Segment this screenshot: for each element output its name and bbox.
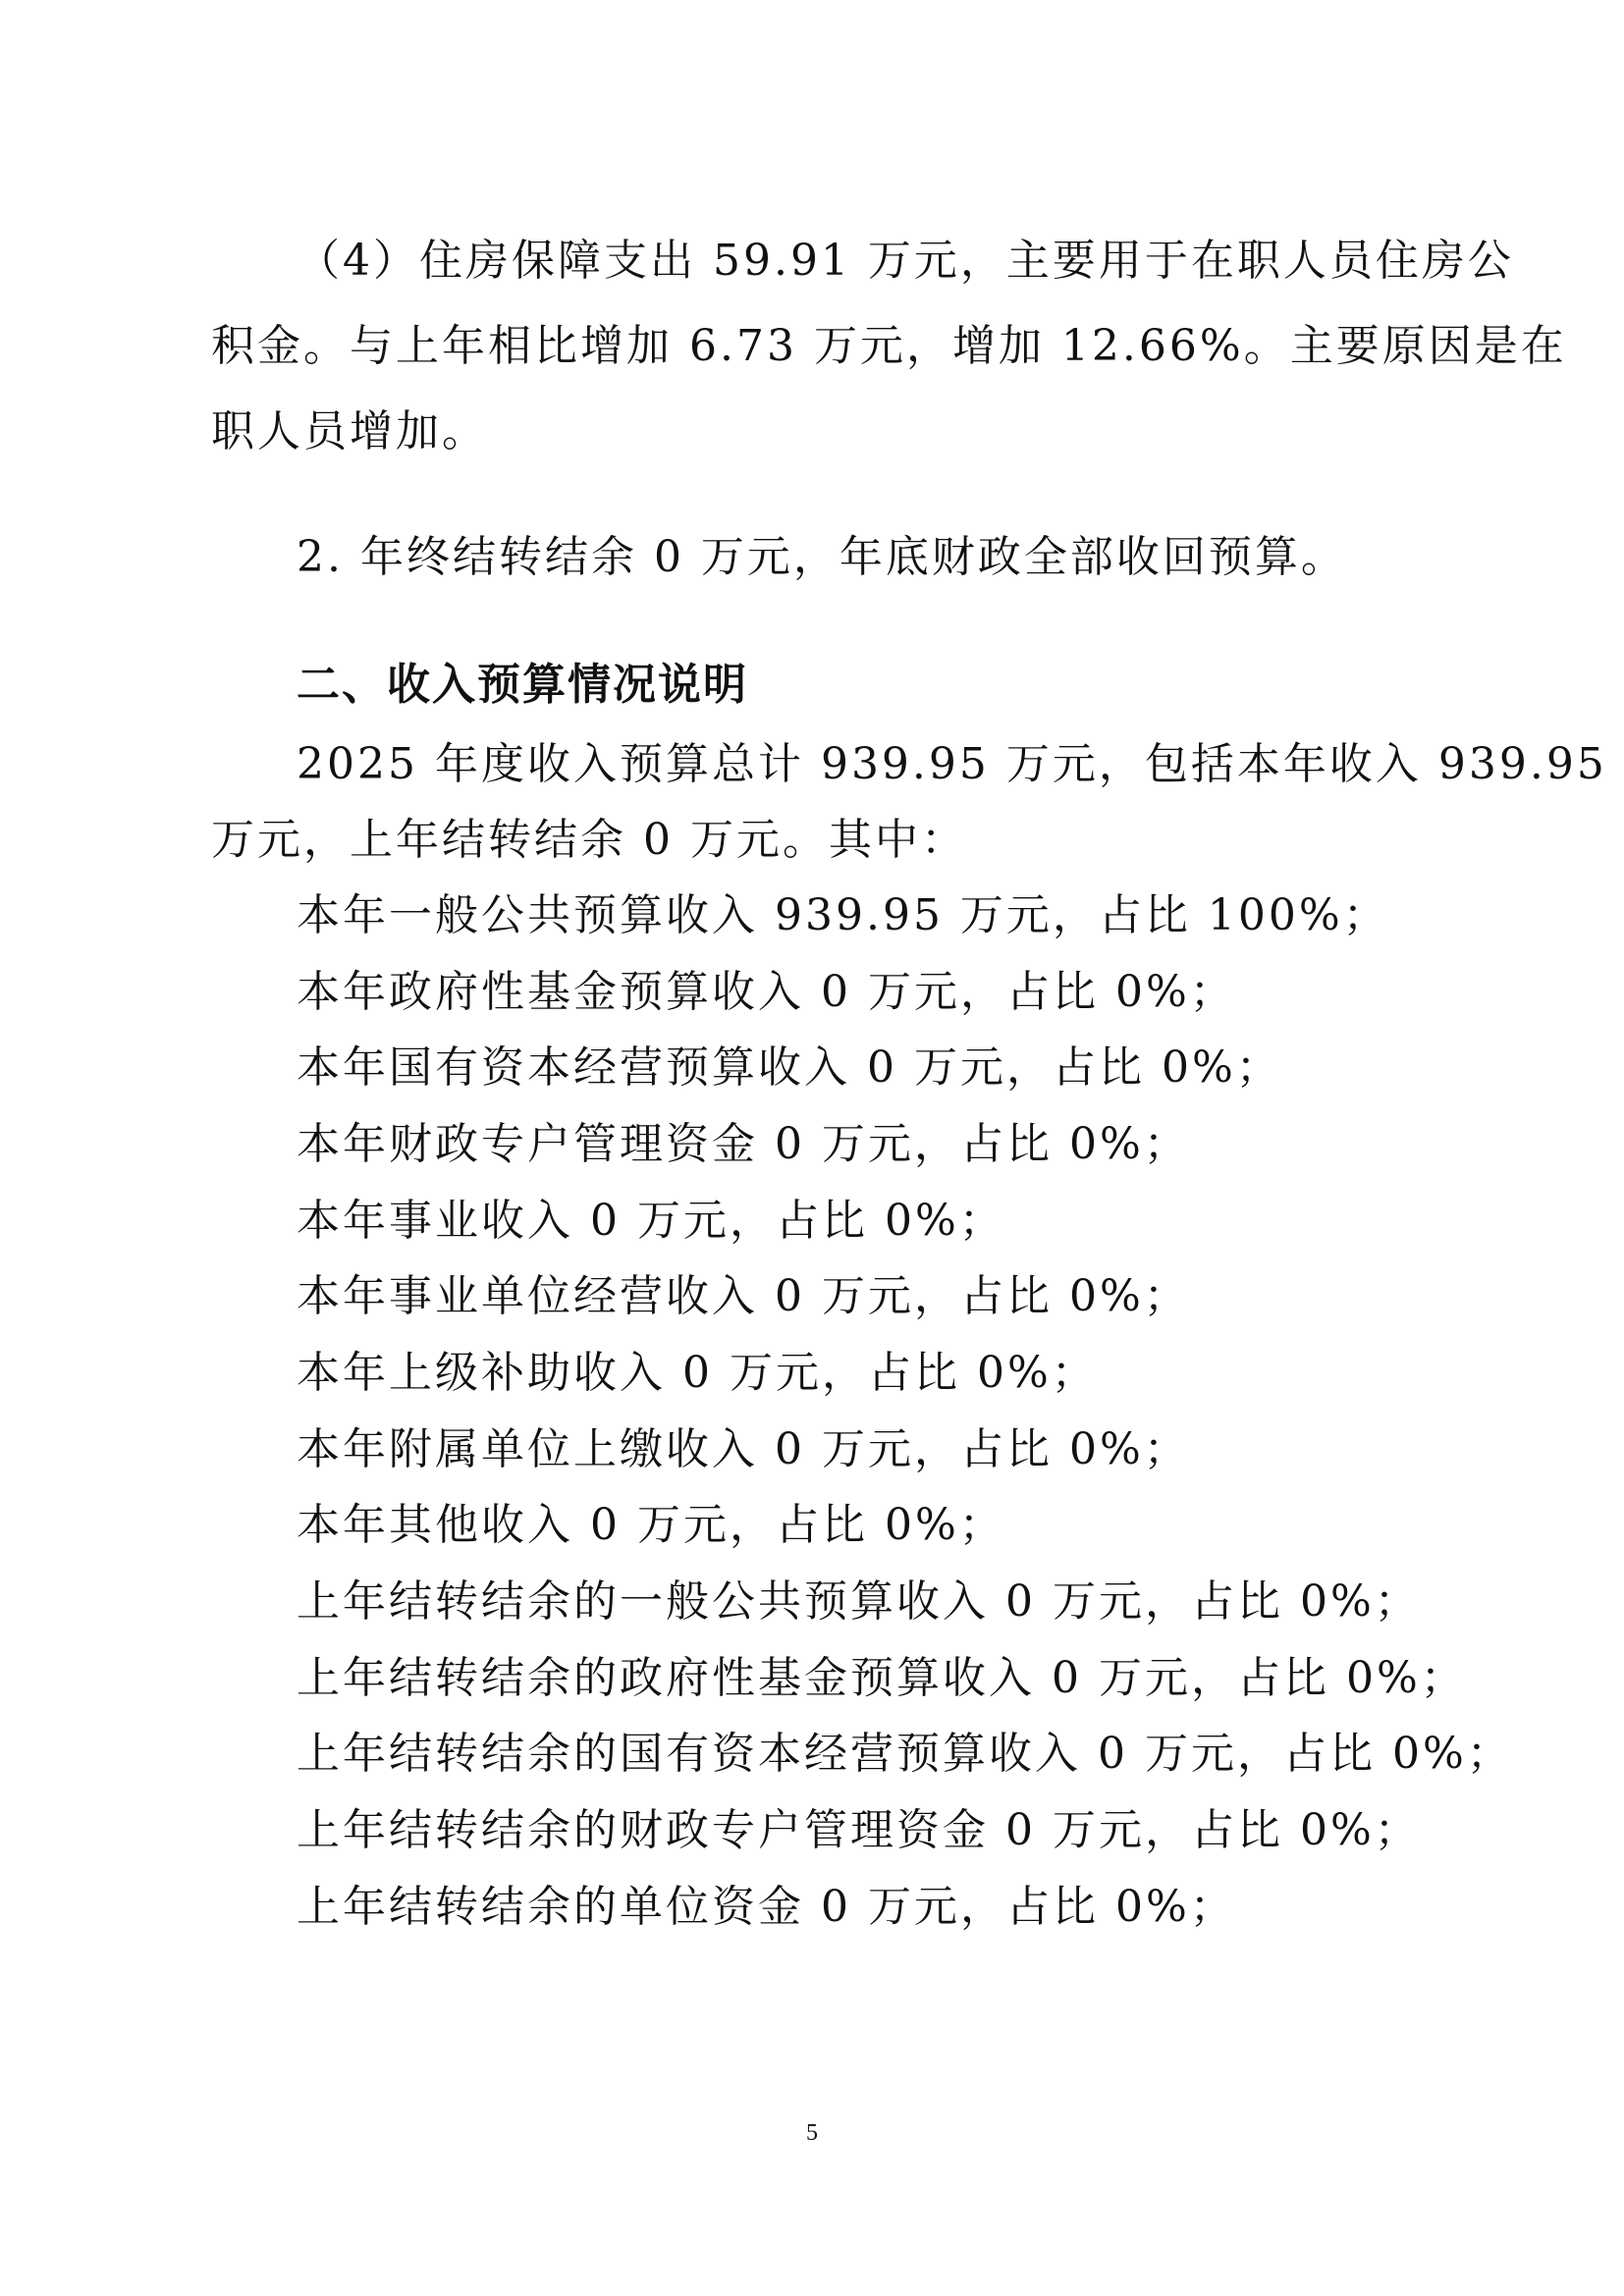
income-item: 本年一般公共预算收入 939.95 万元，占比 100%；: [297, 890, 1389, 940]
income-item: 上年结转结余的财政专户管理资金 0 万元，占比 0%；: [297, 1805, 1421, 1855]
income-item: 本年事业单位经营收入 0 万元，占比 0%；: [297, 1271, 1190, 1321]
income-item: 本年事业收入 0 万元，占比 0%；: [297, 1196, 1005, 1246]
income-summary-line-2: 万元，上年结转结余 0 万元。其中：: [211, 815, 967, 865]
housing-paragraph-line-1: （4）住房保障支出 59.91 万元，主要用于在职人员住房公: [297, 236, 1514, 286]
income-item: 本年财政专户管理资金 0 万元，占比 0%；: [297, 1119, 1190, 1169]
income-item: 本年国有资本经营预算收入 0 万元，占比 0%；: [297, 1042, 1282, 1093]
income-item: 上年结转结余的国有资本经营预算收入 0 万元，占比 0%；: [297, 1729, 1513, 1779]
income-item: 本年上级补助收入 0 万元，占比 0%；: [297, 1348, 1098, 1398]
income-summary-line-1: 2025 年度收入预算总计 939.95 万元，包括本年收入 939.95: [297, 739, 1607, 789]
carryover-item: 2. 年终结转结余 0 万元，年底财政全部收回预算。: [297, 532, 1347, 582]
income-item: 上年结转结余的政府性基金预算收入 0 万元，占比 0%；: [297, 1653, 1467, 1703]
housing-paragraph-line-2: 积金。与上年相比增加 6.73 万元，增加 12.66%。主要原因是在: [211, 321, 1567, 371]
income-item: 本年其他收入 0 万元，占比 0%；: [297, 1500, 1005, 1550]
income-item: 上年结转结余的单位资金 0 万元，占比 0%；: [297, 1882, 1236, 1932]
housing-paragraph-line-3: 职人员增加。: [211, 406, 488, 456]
page-number: 5: [806, 2120, 818, 2146]
income-item: 上年结转结余的一般公共预算收入 0 万元，占比 0%；: [297, 1576, 1421, 1627]
income-item: 本年政府性基金预算收入 0 万元，占比 0%；: [297, 967, 1236, 1017]
income-item: 本年附属单位上缴收入 0 万元，占比 0%；: [297, 1424, 1190, 1474]
section-heading: 二、收入预算情况说明: [297, 660, 748, 710]
